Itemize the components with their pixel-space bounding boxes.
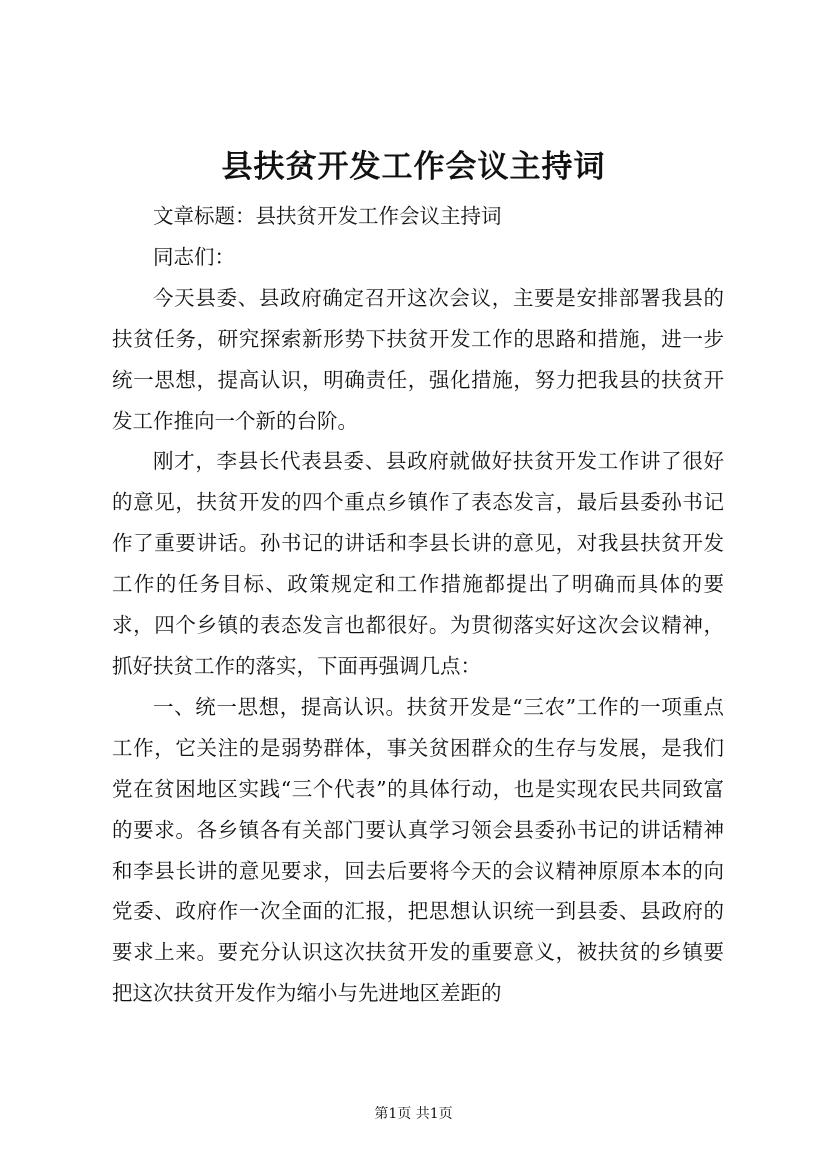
- article-title-line: 文章标题：县扶贫开发工作会议主持词: [153, 204, 502, 228]
- page-footer: 第1页 共1页: [374, 1106, 453, 1122]
- paragraph-intro: 今天县委、县政府确定召开这次会议，主要是安排部署我县的扶贫任务，研究探索新形势下扶贫开发工作的思路和措施，进一步统一思想，提高认识，明确责任，强化措施，努力把我县的扶贫开发工作推向一个新的台阶。: [112, 285, 724, 433]
- salutation: 同志们：: [153, 244, 235, 269]
- document-title: 县扶贫开发工作会议主持词: [221, 149, 606, 185]
- paragraph-point-one: 一、统一思想，提高认识。扶贫开发是“三农”工作的一项重点工作，它关注的是弱势群体，事关贫困群众的生存与发展，是我们党在贫困地区实践“三个代表”的具体行动，也是实现农民共同致富的要求。各乡镇各有关部门要认真学习领会县委孙书记的讲话精神和李县长讲的意见要求，回去后要将今天的会议精神原原本本的向党委、政府作一次全面的汇报，把思想认识统一到县委、县政府的要求上来。要充分认识这次扶贫开发的重要意义，被扶贫的乡镇要把这次扶贫开发作为缩小与先进地区差距的: [112, 694, 724, 1006]
- document-body: [112, 196, 724, 1014]
- paragraph-review: 刚才，李县长代表县委、县政府就做好扶贫开发工作讲了很好的意见，扶贫开发的四个重点乡镇作了表态发言，最后县委孙书记作了重要讲话。孙书记的讲话和李县长讲的意见，对我县扶贫开发工作的任务目标、政策规定和工作措施都提出了明确而具体的要求，四个乡镇的表态发言也都很好。为贯彻落实好这次会议精神，抓好扶贫工作的落实，下面再强调几点：: [112, 449, 724, 678]
